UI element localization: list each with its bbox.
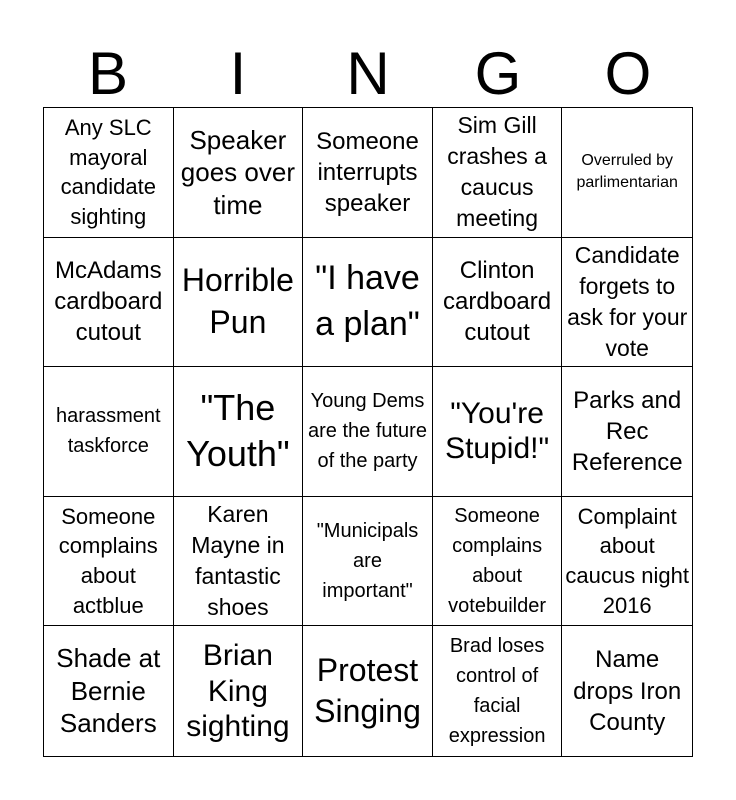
bingo-cell-5-5[interactable] [562, 626, 692, 756]
cell-text: "Municipals are important" [316, 520, 419, 603]
cell-text: Horrible Pun [181, 262, 294, 340]
bingo-cell-2-1[interactable] [44, 238, 174, 368]
bingo-cell-1-5[interactable] [562, 108, 692, 238]
cell-text: McAdams cardboard cutout [54, 257, 163, 347]
cell-text: Young Dems are the future of the party [308, 390, 427, 473]
cell-text: "The Youth" [186, 386, 290, 475]
bingo-cell-1-3[interactable] [303, 108, 433, 238]
bingo-cell-4-2[interactable] [174, 497, 304, 627]
bingo-cell-4-3[interactable] [303, 497, 433, 627]
cell-text: Someone complains about actblue [58, 503, 158, 618]
cell-text: Someone interrupts speaker [316, 127, 419, 217]
cell-text: Speaker goes over time [180, 124, 295, 220]
cell-text: "I have a plan" [315, 259, 420, 343]
header-letter-b: B [87, 40, 129, 107]
header-letter-g: G [474, 40, 522, 107]
cell-text: harassment taskforce [56, 405, 161, 458]
cell-text: Overruled by parlimentarian [576, 151, 678, 192]
bingo-board [43, 107, 693, 757]
bingo-cell-2-5[interactable] [562, 238, 692, 368]
cell-text: Protest Singing [314, 651, 421, 730]
cell-text: Someone complains about votebuilder [448, 505, 547, 618]
header-letter-n: N [346, 40, 390, 107]
header-letter-o: O [604, 40, 652, 107]
cell-text: Clinton cardboard cutout [443, 257, 552, 347]
cell-text: Parks and Rec Reference [571, 386, 683, 477]
bingo-cell-5-4[interactable] [433, 626, 563, 756]
bingo-cell-2-4[interactable] [433, 238, 563, 368]
bingo-cell-3-3[interactable] [303, 367, 433, 497]
bingo-cell-5-2[interactable] [174, 626, 304, 756]
bingo-cell-3-4[interactable] [433, 367, 563, 497]
bingo-cell-4-5[interactable] [562, 497, 692, 627]
cell-text: Candidate forgets to ask for your vote [567, 241, 688, 361]
cell-text: "You're Stupid!" [445, 397, 550, 466]
cell-text: Sim Gill crashes a caucus meeting [447, 112, 547, 232]
bingo-cell-2-2[interactable] [174, 238, 304, 368]
bingo-cell-4-1[interactable] [44, 497, 174, 627]
bingo-cell-1-1[interactable] [44, 108, 174, 238]
bingo-cell-4-4[interactable] [433, 497, 563, 627]
header-letter-i: I [229, 40, 247, 107]
bingo-cell-1-2[interactable] [174, 108, 304, 238]
bingo-cell-3-1[interactable] [44, 367, 174, 497]
bingo-cell-3-2[interactable] [174, 367, 304, 497]
bingo-cell-1-4[interactable] [433, 108, 563, 238]
bingo-cell-3-5[interactable] [562, 367, 692, 497]
bingo-cell-5-1[interactable] [44, 626, 174, 756]
cell-text: Brad loses control of facial expression [448, 635, 546, 748]
bingo-cell-5-3[interactable] [303, 626, 433, 756]
cell-text: Shade at Bernie Sanders [56, 643, 161, 739]
bingo-header [43, 40, 693, 108]
cell-text: Karen Mayne in fantastic shoes [191, 501, 285, 621]
bingo-cell-2-3[interactable] [303, 238, 433, 368]
cell-text: Brian King sighting [186, 639, 290, 743]
cell-text: Any SLC mayoral candidate sighting [60, 114, 156, 229]
cell-text: Name drops Iron County [573, 646, 682, 736]
cell-text: Complaint about caucus night 2016 [565, 503, 689, 618]
